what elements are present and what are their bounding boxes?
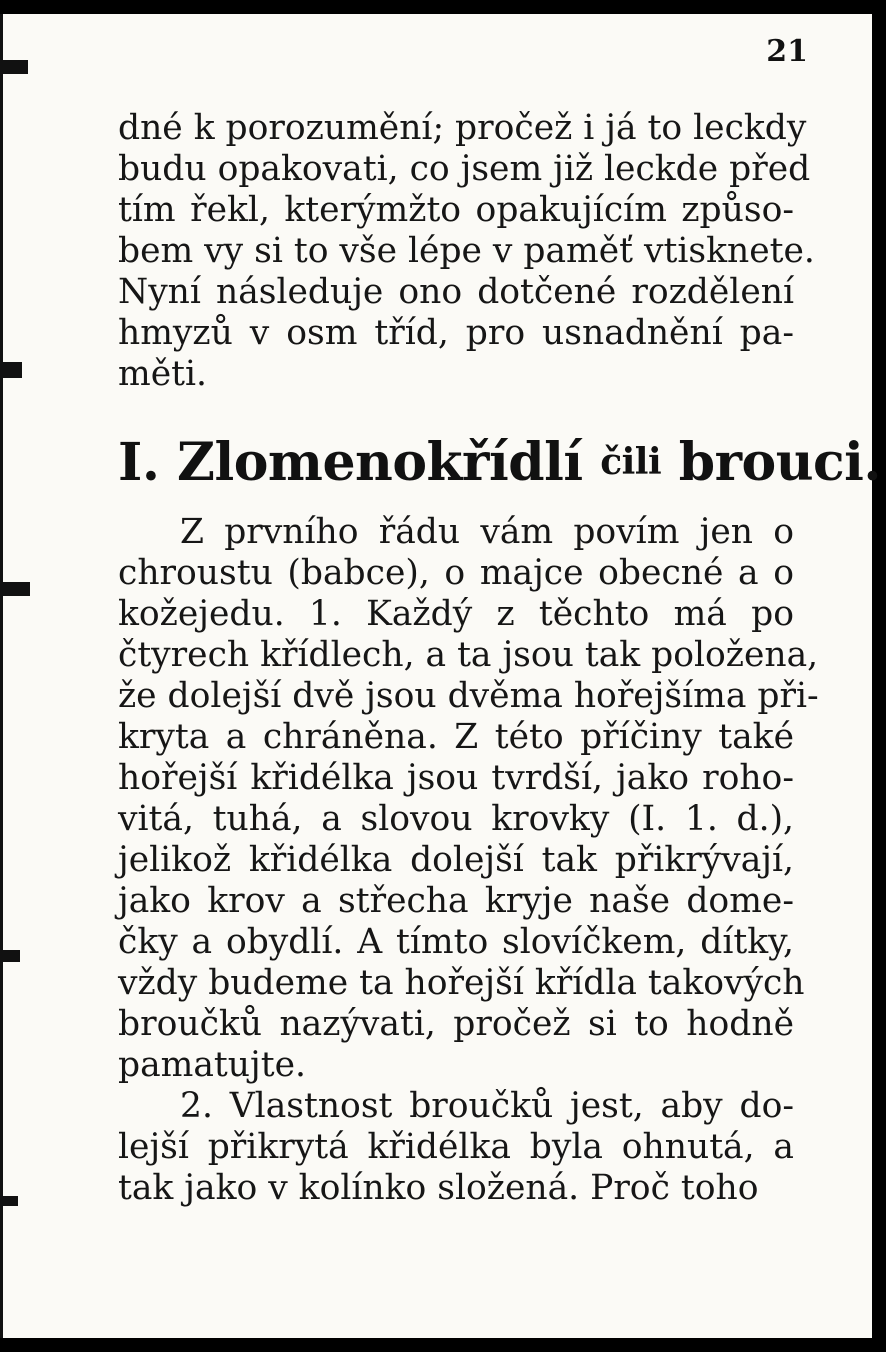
text-line: tím řekl, kterýmžto opakujícím způso-	[118, 190, 794, 230]
edge-mark	[0, 60, 28, 74]
text-line: kryta a chráněna. Z této příčiny také	[118, 717, 794, 757]
text-line: hořejší křidélka jsou tvrdší, jako roho-	[118, 758, 794, 798]
body-paragraph	[118, 512, 819, 1209]
text-line: Z prvního řádu vám povím jen o	[180, 512, 794, 552]
text-line: hmyzů v osm tříd, pro usnadnění pa-	[118, 313, 794, 353]
text-line: vždy budeme ta hořejší křídla takových	[118, 963, 805, 1003]
text-line: broučků nazývati, pročež si to hodně	[118, 1004, 794, 1044]
text-line: měti.	[118, 354, 207, 394]
heading-title: I. Zlomenokřídlí	[118, 432, 583, 493]
text-line: čky a obydlí. A tímto slovíčkem, dítky,	[118, 922, 794, 962]
text-line: budu opakovati, co jsem již leckde před	[118, 149, 811, 189]
text-line: bem vy si to vše lépe v paměť vtisknete.	[118, 231, 815, 271]
section-heading	[118, 432, 882, 493]
edge-mark	[0, 362, 22, 378]
text-line: Nyní následuje ono dotčené rozdělení	[118, 272, 794, 312]
edge-mark	[0, 582, 30, 596]
text-line: jako krov a střecha kryje naše dome-	[118, 881, 794, 921]
text-line: lejší přikrytá křidélka byla ohnutá, a	[118, 1127, 794, 1167]
text-line: dné k porozumění; pročež i já to leckdy	[118, 108, 807, 148]
text-line: 2. Vlastnost broučků jest, aby do-	[180, 1086, 794, 1126]
text-line: pamatujte.	[118, 1045, 306, 1085]
text-line: chroustu (babce), o majce obecné a o	[118, 553, 794, 593]
text-line: jelikož křidélka dolejší tak přikrývají,	[118, 840, 794, 880]
text-line: že dolejší dvě jsou dvěma hořejšíma při-	[118, 676, 819, 716]
heading-subtitle: brouci.	[678, 432, 882, 493]
edge-mark	[0, 1196, 18, 1206]
intro-paragraph	[118, 108, 815, 395]
text-line: tak jako v kolínko složená. Proč toho	[118, 1168, 759, 1208]
heading-conjunction: čili	[600, 441, 662, 483]
scan-left-edge	[0, 14, 3, 1338]
text-line: vitá, tuhá, a slovou krovky (I. 1. d.),	[118, 799, 794, 839]
text-line: kožejedu. 1. Každý z těchto má po	[118, 594, 794, 634]
page-number: 21	[766, 34, 808, 69]
edge-mark	[0, 950, 20, 962]
text-line: čtyrech křídlech, a ta jsou tak položena,	[118, 635, 819, 675]
